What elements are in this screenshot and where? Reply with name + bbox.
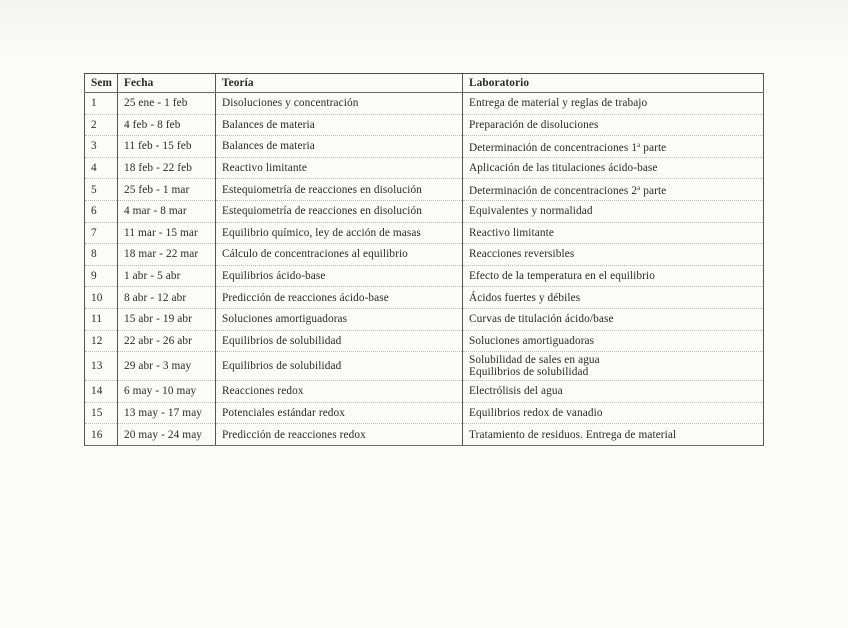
cell-sem: 11 (85, 308, 118, 330)
lab-text (469, 205, 763, 217)
table-row (85, 114, 764, 136)
lab-main: Ácidos fuertes y débiles (469, 291, 581, 304)
cell-laboratorio (463, 265, 764, 287)
cell-laboratorio (463, 157, 764, 179)
cell-sem: 7 (85, 222, 118, 244)
cell-fecha: 18 feb - 22 feb (118, 157, 216, 179)
cell-sem: 6 (85, 200, 118, 222)
cell-sem: 8 (85, 244, 118, 266)
cell-laboratorio (463, 244, 764, 266)
cell-teoria: Disoluciones y concentración (216, 93, 463, 115)
cell-teoria: Reacciones redox (216, 381, 463, 403)
cell-laboratorio (463, 179, 764, 201)
cell-sem: 4 (85, 157, 118, 179)
cell-teoria: Reactivo limitante (216, 157, 463, 179)
table-row (85, 200, 764, 222)
cell-fecha: 20 may - 24 may (118, 424, 216, 446)
header-sem: Sem (85, 74, 118, 93)
table-row (85, 424, 764, 446)
cell-teoria: Soluciones amortiguadoras (216, 308, 463, 330)
cell-laboratorio (463, 93, 764, 115)
lab-tail: parte (640, 141, 667, 154)
cell-sem: 3 (85, 136, 118, 158)
cell-sem: 14 (85, 381, 118, 403)
lab-main: Soluciones amortiguadoras (469, 334, 595, 347)
lab-main: Electrólisis del agua (469, 385, 563, 398)
cell-teoria: Balances de materia (216, 136, 463, 158)
cell-laboratorio (463, 136, 764, 158)
cell-sem: 2 (85, 114, 118, 136)
table-row (85, 179, 764, 201)
course-schedule-table (84, 73, 764, 446)
cell-fecha: 1 abr - 5 abr (118, 265, 216, 287)
lab-text (469, 139, 763, 154)
cell-teoria: Equilibrios de solubilidad (216, 330, 463, 352)
lab-text (469, 292, 763, 304)
table-row (85, 330, 764, 352)
cell-laboratorio (463, 352, 764, 381)
header-laboratorio: Laboratorio (463, 74, 764, 93)
lab-text (469, 227, 763, 239)
cell-fecha: 11 mar - 15 mar (118, 222, 216, 244)
lab-main: Equilibrios redox de vanadio (469, 407, 603, 420)
lab-main: Reacciones reversibles (469, 248, 575, 261)
table-row (85, 93, 764, 115)
cell-sem: 5 (85, 179, 118, 201)
cell-fecha: 18 mar - 22 mar (118, 244, 216, 266)
table-row (85, 265, 764, 287)
cell-laboratorio (463, 114, 764, 136)
lab-text (469, 354, 763, 366)
lab-main: Efecto de la temperatura en el equilibrio (469, 270, 656, 283)
table-row (85, 381, 764, 403)
cell-laboratorio (463, 222, 764, 244)
lab-second-line: Equilibrios de solubilidad (469, 366, 589, 379)
cell-teoria: Estequiometría de reacciones en disolución (216, 200, 463, 222)
cell-teoria: Predicción de reacciones redox (216, 424, 463, 446)
cell-laboratorio (463, 200, 764, 222)
header-teoria: Teoría (216, 74, 463, 93)
lab-tail: parte (640, 185, 667, 198)
lab-text (469, 335, 763, 347)
cell-teoria: Cálculo de concentraciones al equilibrio (216, 244, 463, 266)
lab-text (469, 313, 763, 325)
table-row (85, 287, 764, 309)
cell-teoria: Equilibrios de solubilidad (216, 352, 463, 381)
lab-text (469, 162, 763, 174)
cell-fecha: 22 abr - 26 abr (118, 330, 216, 352)
cell-fecha: 29 abr - 3 may (118, 352, 216, 381)
lab-text (469, 182, 763, 197)
cell-teoria: Balances de materia (216, 114, 463, 136)
cell-fecha: 13 may - 17 may (118, 402, 216, 424)
cell-fecha: 25 feb - 1 mar (118, 179, 216, 201)
cell-fecha: 8 abr - 12 abr (118, 287, 216, 309)
cell-fecha: 11 feb - 15 feb (118, 136, 216, 158)
table-row (85, 244, 764, 266)
table-row (85, 308, 764, 330)
lab-text (469, 429, 763, 441)
cell-sem: 10 (85, 287, 118, 309)
cell-teoria: Predicción de reacciones ácido-base (216, 287, 463, 309)
lab-main: Preparación de disoluciones (469, 118, 599, 131)
lab-text (469, 270, 763, 282)
cell-sem: 9 (85, 265, 118, 287)
lab-ordinal: a (637, 184, 641, 193)
lab-main: Curvas de titulación ácido/base (469, 313, 614, 326)
cell-laboratorio (463, 402, 764, 424)
cell-sem: 1 (85, 93, 118, 115)
cell-teoria: Equilibrio químico, ley de acción de masas (216, 222, 463, 244)
lab-main: Reactivo limitante (469, 226, 554, 239)
lab-text (469, 97, 763, 109)
lab-main: Determinación de concentraciones 2 (469, 185, 638, 198)
table-row (85, 222, 764, 244)
cell-sem: 13 (85, 352, 118, 381)
cell-fecha: 25 ene - 1 feb (118, 93, 216, 115)
lab-text (469, 407, 763, 419)
cell-teoria: Estequiometría de reacciones en disolución (216, 179, 463, 201)
lab-main: Determinación de concentraciones 1 (469, 141, 638, 154)
table-row (85, 402, 764, 424)
header-fecha: Fecha (118, 74, 216, 93)
cell-laboratorio (463, 424, 764, 446)
cell-fecha: 6 may - 10 may (118, 381, 216, 403)
cell-fecha: 4 feb - 8 feb (118, 114, 216, 136)
cell-teoria: Potenciales estándar redox (216, 402, 463, 424)
lab-text (469, 119, 763, 131)
scan-shading (0, 0, 848, 60)
cell-fecha: 15 abr - 19 abr (118, 308, 216, 330)
lab-main: Equivalentes y normalidad (469, 205, 593, 218)
cell-sem: 15 (85, 402, 118, 424)
cell-laboratorio (463, 287, 764, 309)
lab-main: Solubilidad de sales en agua (469, 354, 600, 367)
table-body (85, 93, 764, 446)
cell-fecha: 4 mar - 8 mar (118, 200, 216, 222)
lab-text (469, 385, 763, 397)
lab-ordinal: a (637, 140, 641, 149)
cell-sem: 12 (85, 330, 118, 352)
lab-main: Aplicación de las titulaciones ácido-base (469, 162, 658, 175)
lab-main: Entrega de material y reglas de trabajo (469, 97, 648, 110)
cell-laboratorio (463, 308, 764, 330)
table-row (85, 136, 764, 158)
table-row (85, 352, 764, 381)
lab-main: Tratamiento de residuos. Entrega de material (469, 428, 677, 441)
lab-text (469, 248, 763, 260)
table-row (85, 157, 764, 179)
cell-laboratorio (463, 330, 764, 352)
header-row (85, 74, 764, 93)
cell-sem: 16 (85, 424, 118, 446)
cell-teoria: Equilibrios ácido-base (216, 265, 463, 287)
cell-laboratorio (463, 381, 764, 403)
